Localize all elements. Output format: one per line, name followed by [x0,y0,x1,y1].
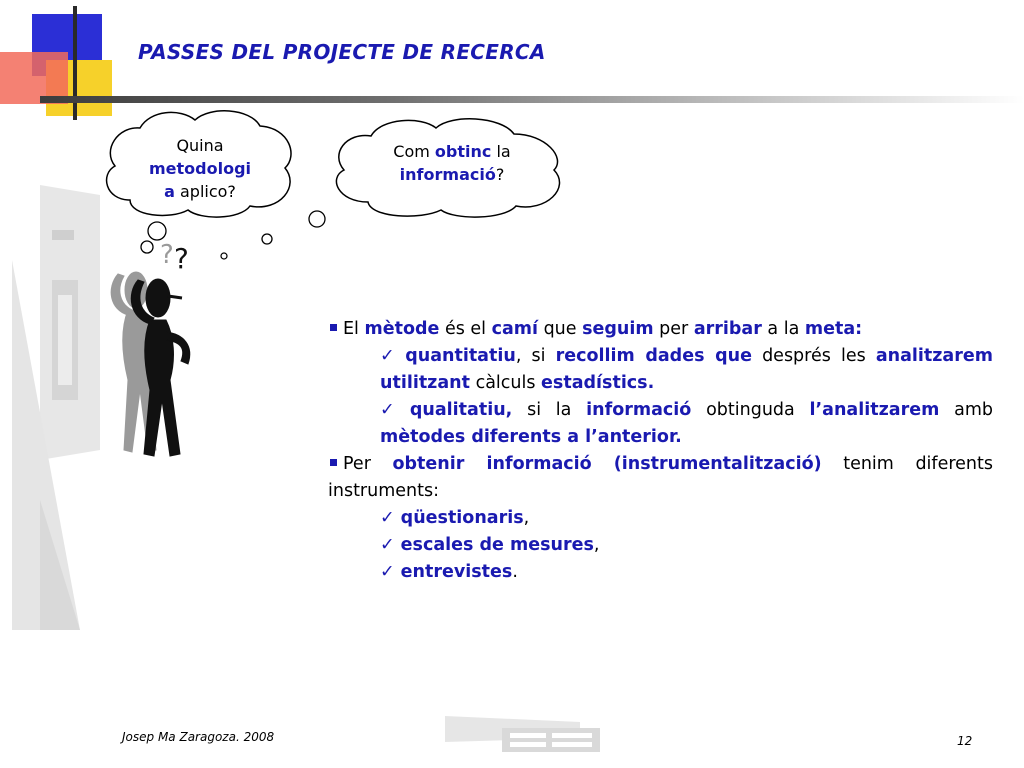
text-run: qualitatiu, [409,400,513,420]
bubble-2-word: ? [495,165,505,184]
text-run: si la [512,400,587,420]
bubble-2-word: Com [393,142,435,161]
bubble-1-line2: metodologi [148,159,252,178]
bubble-2-word: la [491,142,511,161]
square-bullet-icon [330,324,337,331]
text-run: qüestionaris [400,508,524,528]
text-run: estadístics. [541,373,655,393]
text-run: és el [439,319,492,339]
text-run: després les [751,346,876,366]
text-run: l’analitzarem [809,400,940,420]
text-run: , [593,535,600,555]
text-run: obtenir informació (instrumentalització) [392,454,822,474]
bullet-2 [328,451,993,505]
question-mark-gray: ? [160,240,174,270]
background-logo [0,170,110,640]
checkmark-icon: ✓ [380,400,404,420]
text-run: recollim dades que [555,346,752,366]
corner-decoration [0,0,130,125]
bubble-2-line2 [352,163,552,186]
text-run: amb [939,400,993,420]
checkmark-icon: ✓ [380,346,400,366]
question-mark-black: ? [174,242,189,275]
text-run: mètode [364,319,440,339]
title-underline [40,96,1024,103]
text-run: escales de mesures [400,535,594,555]
text-run: analitzarem utilitzant [380,346,993,393]
text-run: obtinguda [691,400,810,420]
bubble-2-text [352,140,552,186]
bubble-2-word: obtinc [434,142,492,161]
sub-bullet-escales [328,532,993,559]
bubble-1-line3 [120,180,280,203]
footer-logo [440,712,610,756]
text-run: , [523,508,530,528]
sub-bullet-questionaris [328,505,993,532]
text-run: , si [515,346,556,366]
text-run: El [343,319,365,339]
text-run: entrevistes [400,562,513,582]
text-run: a la [761,319,805,339]
sub-bullet-qualitatiu [328,397,993,451]
footer-author: Josep Ma Zaragoza. 2008 [122,730,275,744]
bubble-1-line1: Quina [176,136,224,155]
text-run: que [538,319,583,339]
bubble-1-text [120,134,280,203]
checkmark-icon: ✓ [380,535,395,555]
bullet-1 [328,316,993,343]
page-title: PASSES DEL PROJECTE DE RECERCA [138,40,546,64]
text-run: quantitatiu [405,346,516,366]
bubble-1-line3a: a [164,182,175,201]
text-run: mètodes diferents a l’anterior. [380,427,682,447]
text-run: per [653,319,694,339]
bubble-2-word: informació [399,165,496,184]
text-run: informació [586,400,692,420]
sub-bullet-quantitatiu [328,343,993,397]
page-number: 12 [957,734,973,748]
text-run: seguim [582,319,654,339]
text-run: camí [491,319,538,339]
sub-bullet-entrevistes [328,559,993,586]
text-run: . [512,562,518,582]
text-run: Per [343,454,393,474]
text-run: càlculs [470,373,542,393]
text-run: arribar [693,319,762,339]
checkmark-icon: ✓ [380,562,395,582]
checkmark-icon: ✓ [380,508,395,528]
text-run: tenim diferents instruments: [328,454,993,501]
bubble-1-line3b: aplico? [174,182,236,201]
text-run: meta: [804,319,863,339]
bubble-2-line1 [352,140,552,163]
thinking-person-figure [98,240,228,465]
bullet-list [328,316,993,586]
square-bullet-icon [330,459,337,466]
